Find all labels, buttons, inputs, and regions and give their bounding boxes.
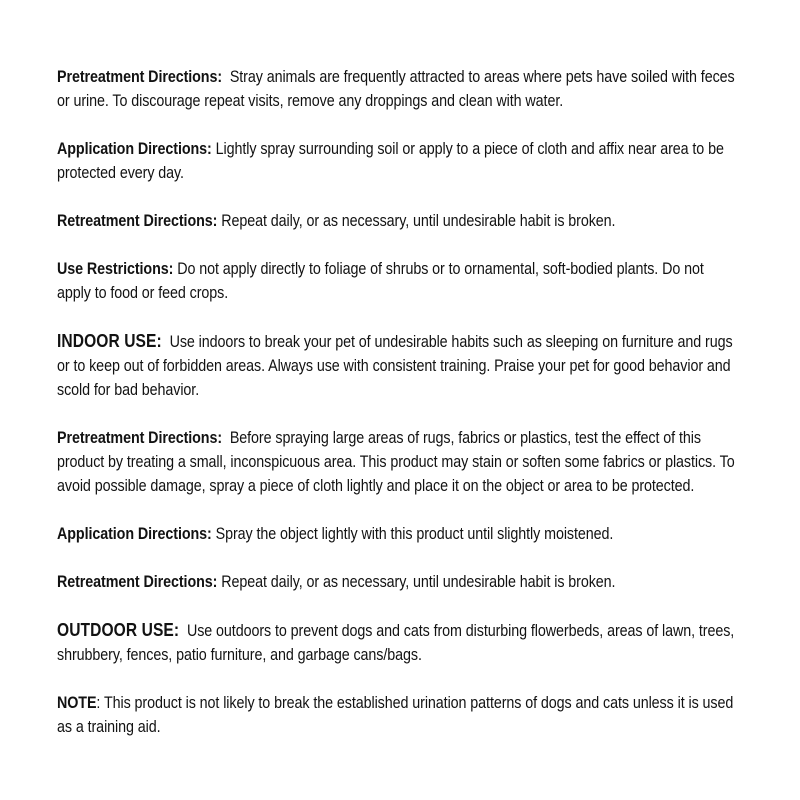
- section-heading-outdoor-use: OUTDOOR USE:: [57, 619, 180, 640]
- section-label: Pretreatment Directions:: [57, 67, 223, 86]
- section-label: NOTE: [57, 693, 97, 712]
- section-text: Repeat daily, or as necessary, until undesirable habit is broken.: [217, 572, 616, 591]
- section-label: Pretreatment Directions:: [57, 428, 223, 447]
- para-outdoor-use: [57, 618, 739, 667]
- para-indoor-use: [57, 329, 739, 402]
- section-text: Do not apply directly to foliage of shrubs or to ornamental, soft-bodied plants. Do not apply to food or feed crops.: [57, 259, 708, 302]
- para-pretreatment-directions-2: [57, 426, 739, 498]
- section-text: Use outdoors to prevent dogs and cats from disturbing flowerbeds, areas of lawn, trees, shrubbery, fences, patio furniture, and garbage cans/bags.: [57, 621, 739, 664]
- para-application-directions-1: [57, 137, 739, 185]
- section-text: Use indoors to break your pet of undesirable habits such as sleeping on furniture and rugs or to keep out of forbidden areas. Always use with consistent training. Praise your pet for good behavior and scold for bad behavior.: [57, 332, 737, 399]
- para-use-restrictions: [57, 257, 739, 305]
- section-label: Application Directions:: [57, 139, 212, 158]
- para-note: [57, 691, 739, 739]
- section-text: Spray the object lightly with this product until slightly moistened.: [211, 524, 614, 543]
- section-text: : This product is not likely to break the established urination patterns of dogs and cats unless it is used as a training aid.: [57, 693, 738, 736]
- section-label: Use Restrictions:: [57, 259, 174, 278]
- directions-text-block: [57, 65, 739, 763]
- section-text: Lightly spray surrounding soil or apply to a piece of cloth and affix near area to be protected every day.: [57, 139, 728, 182]
- para-retreatment-directions-2: [57, 570, 739, 594]
- section-text: Repeat daily, or as necessary, until undesirable habit is broken.: [217, 211, 616, 230]
- para-application-directions-2: [57, 522, 739, 546]
- section-text: Stray animals are frequently attracted to areas where pets have soiled with feces or urine. To discourage repeat visits, remove any droppings and clean with water.: [57, 67, 739, 110]
- section-heading-indoor-use: INDOOR USE:: [57, 330, 162, 351]
- section-label: Retreatment Directions:: [57, 572, 218, 591]
- section-label: Application Directions:: [57, 524, 212, 543]
- para-pretreatment-directions-1: [57, 65, 739, 113]
- para-retreatment-directions-1: [57, 209, 739, 233]
- section-label: Retreatment Directions:: [57, 211, 218, 230]
- section-text: Before spraying large areas of rugs, fabrics or plastics, test the effect of this product by treating a small, inconspicuous area. This product may stain or soften some fabrics or plastics. To avoid possible damage, spray a piece of cloth lightly and place it on the object or area to be protected.: [57, 428, 739, 495]
